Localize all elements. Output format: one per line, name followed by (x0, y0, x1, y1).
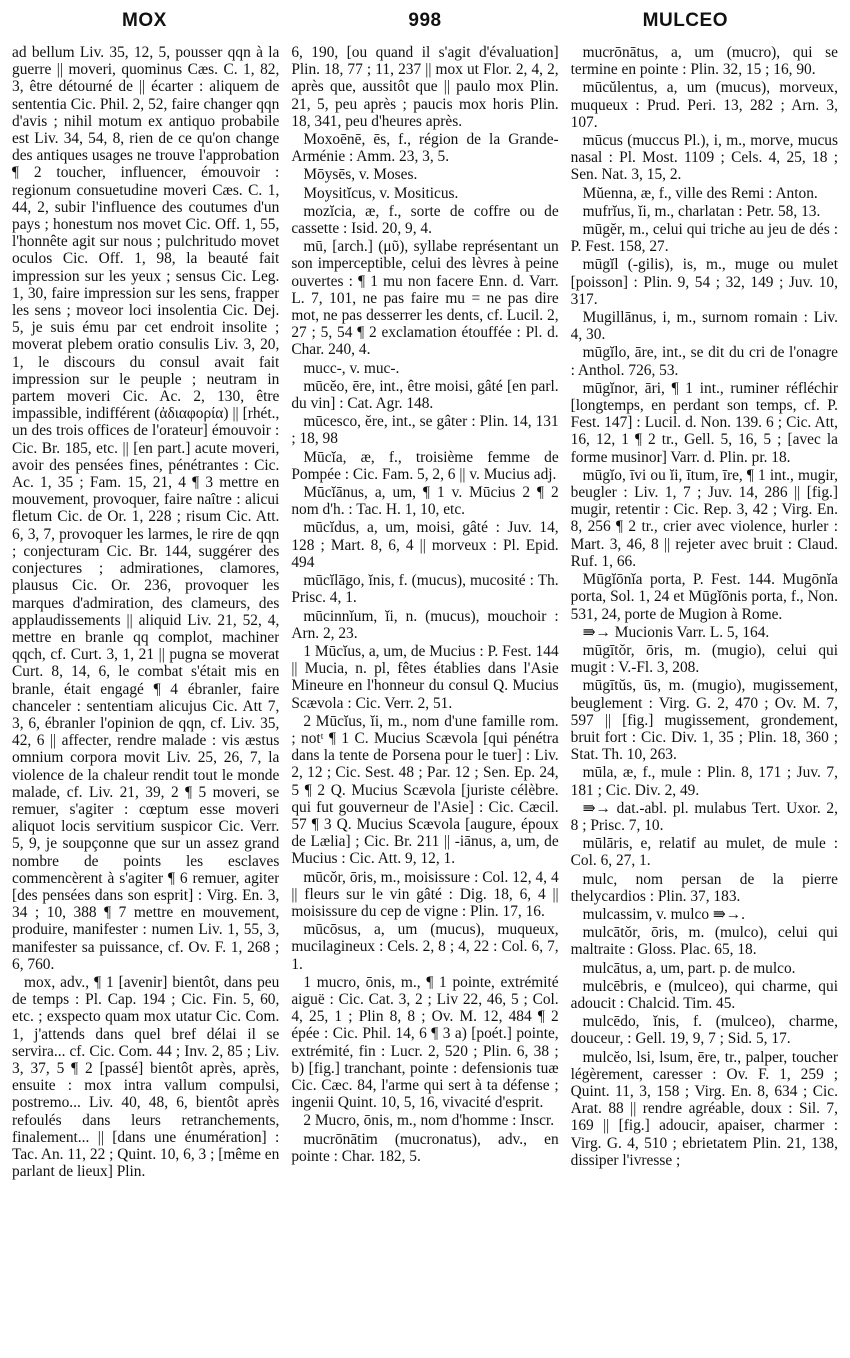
dictionary-entry: mūgĭl (-gilis), is, m., muge ou mulet [poisson] : Plin. 9, 54 ; 32, 149 ; Juv. 10, 317. (570, 256, 838, 308)
dictionary-entry: mulcĕo, lsi, lsum, ēre, tr., palper, toucher légèrement, caresser : Ov. F. 1, 259 ; Quint. 11, 3, 158 ; Virg. En. 8, 634 ; Cic. Arat. 88 || rendre agréable, doux : Sil. 7, 169 || [fig.] adoucir, apaiser, charmer : Virg. G. 4, 510 ; ebrietatem Plin. 21, 138, dissiper l'ivresse ; (570, 1048, 838, 1169)
dictionary-entry: Mūgĭōnĭa porta, P. Fest. 144. Mugōnĭa porta, Sol. 1, 24 et Mūgĭōnis porta, f., Non. 531, 24, porte de Mugion à Rome. (570, 571, 838, 623)
dictionary-entry: mūcŏr, ōris, m., moisissure : Col. 12, 4, 4 || fleurs sur le vin gâté : Dig. 18, 6, 4 || moisissure du cep de vigne : Plin. 17, 16. (291, 868, 559, 920)
header-right-guide-word: MULCEO (642, 10, 728, 31)
dictionary-entry: mūcinnĭum, ĭi, n. (mucus), mouchoir : Arn. 2, 23. (291, 607, 559, 642)
dictionary-entry: Mōysēs, v. Moses. (303, 166, 418, 184)
dictionary-entry: 2 Mūcĭus, ĭi, m., nom d'une famille rom. ; notᵗ ¶ 1 C. Mucius Scævola [qui pénétra dans la tente de Porsena pour le tuer] : Liv. 2, 12 ; Cic. Sest. 48 ; Par. 12 ; Sen. Ep. 24, 5 ¶ 2 Q. Mucius Scævola [juriste célèbre. qui fut gouverneur de l'Asie] : Cic. Cæcil. 57 ¶ 3 Q. Mucius Scævola [augure, époux de Lælia] ; Cic. Br. 211 || -iānus, a, um, de Mucius : Cic. Att. 9, 12, 1. (291, 712, 559, 868)
dictionary-entry: mūgĭlo, āre, int., se dit du cri de l'onagre : Anthol. 726, 53. (570, 344, 838, 379)
header-left-guide-word: MOX (122, 10, 167, 31)
dictionary-entry: Mūcĭa, æ, f., troisième femme de Pompée : Cic. Fam. 5, 2, 6 || v. Mucius adj. (291, 448, 559, 483)
dictionary-entry: mucc-, v. muc-. (303, 359, 400, 377)
dictionary-entry: mūcĕo, ēre, int., être moisi, gâté [en parl. du vin] : Cat. Agr. 148. (291, 377, 559, 413)
dictionary-entry: Mūcĭānus, a, um, ¶ 1 v. Mūcius 2 ¶ 2 nom d'h. : Tac. H. 1, 10, etc. (291, 484, 559, 519)
dictionary-entry: mūcĭdus, a, um, moisi, gâté : Juv. 14, 128 ; Mart. 8, 6, 4 || morveux : Pl. Epid. 494 (291, 519, 559, 571)
dictionary-entry: mūla, æ, f., mule : Plin. 8, 171 ; Juv. 7, 181 ; Cic. Div. 2, 49. (570, 764, 838, 799)
page-header (12, 10, 838, 44)
dictionary-entry: 2 Mucro, ōnis, m., nom d'homme : Inscr. (303, 1112, 555, 1130)
column-right (571, 44, 838, 1344)
dictionary-entry: mulcēbris, e (mulceo), qui charme, qui adoucit : Chalcid. Tim. 45. (570, 977, 838, 1012)
dictionary-entry: mūgītŏr, ōris, m. (mugio), celui qui mugit : V.-Fl. 3, 208. (570, 641, 838, 677)
dictionary-entry: mucrōnātus, a, um (mucro), qui se termine en pointe : Plin. 32, 15 ; 16, 90. (570, 44, 838, 79)
dictionary-entry: ⇛→ dat.-abl. pl. mulabus Tert. Uxor. 2, 8 ; Prisc. 7, 10. (570, 799, 838, 834)
columns (12, 44, 838, 1344)
dictionary-entry: mūgītŭs, ūs, m. (mugio), mugissement, beuglement : Virg. G. 2, 470 ; Ov. M. 7, 597 || [fig.] mugissement, grondement, bruit fort : Cic. Div. 1, 35 ; Plin. 18, 360 ; Stat. Th. 10, 263. (570, 677, 838, 764)
dictionary-entry: mufrĭus, ĭi, m., charlatan : Petr. 58, 13. (582, 202, 821, 220)
dictionary-entry: mūgĭnor, āri, ¶ 1 int., ruminer réfléchir [longtemps, en perdant son temps, cf. P. Fest. 147] : Lucil. d. Non. 139. 6 ; Cic. Att, 16, 12, 1 ¶ 2 tr., Gell. 5, 16, 5 ; [avec la forme musinor] Varr. d. Plin. pr. 18. (570, 379, 838, 466)
dictionary-entry: Moysitĭcus, v. Mositicus. (303, 184, 459, 202)
column-left (12, 44, 279, 1344)
dictionary-entry: mūcĭlāgo, ĭnis, f. (mucus), mucosité : Th. Prisc. 4, 1. (291, 572, 559, 607)
dictionary-entry: mūcōsus, a, um (mucus), muqueux, mucilagineux : Cels. 2, 8 ; 4, 22 : Col. 6, 7, 1. (291, 921, 559, 973)
dictionary-entry: mū, [arch.] (μῦ), syllabe représentant un son imperceptible, celui des lèvres à peine ouvertes : ¶ 1 mu non facere Enn. d. Varr. L. 7, 101, ne pas faire mu = ne pas dire mot, ne pas desserrer les dents, cf. Lucil. 2, 27 ; 5, 54 ¶ 2 exclamation étouffée : Pl. d. Char. 240, 4. (291, 238, 559, 359)
dictionary-entry: mūgĭo, īvi ou ĭi, ītum, īre, ¶ 1 int., mugir, beugler : Liv. 1, 7 ; Juv. 14, 286 || [fig.] mugir, retentir : Cic. Rep. 3, 42 ; Virg. En. 8, 256 ¶ 2 tr., crier avec violence, hurler : Mart. 3, 46, 8 || rejeter avec bruit : Claud. Ruf. 1, 66. (570, 466, 838, 570)
dictionary-entry: ad bellum Liv. 35, 12, 5, pousser qqn à la guerre || moveri, quominus Cæs. C. 1, 82, 3, être détourné de || écarter : aliquem de sententia Cic. Phil. 2, 52, faire changer qqn d'avis ; nihil motum ex antiquo probabile est Liv. 34, 54, 8, rien de ce qu'on change des antiques usages ne trouve l'approbation ¶ 2 toucher, influencer, émouvoir : regionum consuetudine moveri Cæs. C. 1, 44, 2, subir l'influence des coutumes d'un pays ; honestum nos movet Cic. Off. 1, 55, l'honnête agit sur nous ; pulchritudo movet oculos Cic. Off. 1, 98, la beauté fait impression sur les yeux ; sensus Cic. Leg. 1, 30, faire impression sur les sens, frapper les sens ; moveor loci insolentia Cic. Dej. 5, je suis ému par cet endroit insolite ; moverat plebem oratio consulis Liv. 3, 20, 1, le discours du consul avait fait impression sur le peuple ; neutram in partem moveri Cic. Ac. 2, 130, être impassible, indifférent (ἀδιαφορία) || [rhét., un des trois offices de l'orateur] émouvoir : Cic. Br. 185, etc. || [en part.] acute moveri, avoir des pensées fines, pénétrantes : Cic. Ac. 1, 35 ; Fam. 15, 21, 4 ¶ 3 mettre en mouvement, provoquer, faire naître : alicui fletum Cic. de Or. 1, 228 ; risum Cic. Att. 6, 3, 7, provoquer les larmes, le rire de qqn ; conjecturam Cic. Br. 144, suggérer des conjectures ; admirationes, clamores, plausus Cic. Or. 236, provoquer les marques d'admiration, des clameurs, des applaudissements || aliquid Liv. 21, 52, 4, mettre en branle qq complot, machiner qqch, cf. Curt. 3, 1, 21 || pugna se moverat Curt. 8, 14, 6, le combat s'était mis en branle, était engagé ¶ 4 ébranler, faire chanceler : sententiam alicujus Cic. Att 7, 3, 6, ébranler l'opinion de qqn, cf. Liv. 35, 42, 6 || affecter, rendre malade : vis æstus omnium corpora movit Liv. 25, 26, 7, la violence de la chaleur rendit tout le monde malade, cf. Liv. 21, 39, 2 ¶ 5 moveri, se remuer, s'agiter : cœptum esse moveri aliquot locis servitium suspicor Cic. Verr. 5, 9, je soupçonne que sur un assez grand nombre de points les esclaves commencèrent à s'agiter ¶ 6 remuer, agiter [des pensées dans son esprit] : Virg. En. 3, 34 ; 10, 388 ¶ 7 mettre en mouvement, produire, manifester : numen Liv. 1, 55, 3, manifester sa puissance, cf. Ov. F. 1, 268 ; 6, 760. (12, 44, 280, 973)
dictionary-entry: 6, 190, [ou quand il s'agit d'évaluation] Plin. 18, 77 ; 11, 237 || mox ut Flor. 2, 4, 2, après que, aussitôt que || paulo mox Plin. 21, 5, peu après ; paucis mox horis Plin. 18, 341, peu d'heures après. (291, 44, 559, 130)
dictionary-entry: mulcātŏr, ōris, m. (mulco), celui qui maltraite : Gloss. Plac. 65, 18. (570, 924, 838, 959)
page-number: 998 (408, 10, 442, 31)
dictionary-entry: mulcātus, a, um, part. p. de mulco. (582, 959, 796, 977)
dictionary-entry: Mŭenna, æ, f., ville des Remi : Anton. (582, 184, 818, 202)
dictionary-entry: mūcŭlentus, a, um (mucus), morveux, muqueux : Prud. Peri. 13, 282 ; Arn. 3, 107. (570, 79, 838, 131)
dictionary-entry: mulcēdo, ĭnis, f. (mulceo), charme, douceur, : Gell. 19, 9, 7 ; Sid. 5, 17. (570, 1013, 838, 1048)
dictionary-entry: mūcus (muccus Pl.), i, m., morve, mucus nasal : Pl. Most. 1109 ; Cels. 4, 25, 18 ; Sen. Nat. 3, 15, 2. (570, 132, 838, 184)
dictionary-entry: Moxoēnē, ēs, f., région de la Grande-Arménie : Amm. 23, 3, 5. (291, 131, 559, 166)
dictionary-entry: mozĭcia, æ, f., sorte de coffre ou de cassette : Isid. 20, 9, 4. (291, 202, 559, 238)
dictionary-entry: mulc, nom persan de la pierre thelycardios : Plin. 37, 183. (570, 870, 838, 905)
dictionary-entry: 1 Mūcĭus, a, um, de Mucius : P. Fest. 144 || Mucia, n. pl, fêtes établies dans l'Asie Mineure en l'honneur du consul Q. Mucius Scævola : Cic. Verr. 2, 51. (291, 642, 559, 712)
dictionary-entry: mucrōnātim (mucronatus), adv., en pointe : Char. 182, 5. (291, 1130, 559, 1165)
dictionary-entry: mūgĕr, m., celui qui triche au jeu de dés : P. Fest. 158, 27. (570, 221, 838, 256)
dictionary-entry: ⇛→ Mucionis Varr. L. 5, 164. (582, 623, 770, 641)
dictionary-entry: mūlāris, e, relatif au mulet, de mule : Col. 6, 27, 1. (570, 835, 838, 870)
dictionary-entry: mūcesco, ĕre, int., se gâter : Plin. 14, 131 ; 18, 98 (291, 413, 559, 448)
dictionary-entry: 1 mucro, ōnis, m., ¶ 1 pointe, extrémité aiguë : Cic. Cat. 3, 2 ; Liv 22, 46, 5 ; Col. 4, 25, 1 ; Plin 8, 8 ; Ov. M. 12, 484 ¶ 2 épée : Cic. Phil. 14, 6 ¶ 3 a) [poét.] pointe, extrémité, fin : Lucr. 2, 520 ; Plin. 6, 38 ; b) [fig.] tranchant, pointe : defensionis tuæ Cic. Cæc. 84, l'arme qui sert à ta défense ; ingenii Quint. 10, 5, 16, vivacité d'esprit. (291, 973, 559, 1112)
dictionary-entry: Mugillānus, i, m., surnom romain : Liv. 4, 30. (570, 309, 838, 344)
dictionary-entry: mulcassim, v. mulco ⇛→. (582, 905, 746, 923)
dictionary-entry: mox, adv., ¶ 1 [avenir] bientôt, dans peu de temps : Pl. Cap. 194 ; Cic. Fin. 5, 60, etc. ; exspecto quam mox utatur Cic. Com. 1, j'attends dans quel bref délai il se servira... cf. Cic. Com. 44 ; Inv. 2, 85 ; Liv. 3, 37, 5 ¶ 2 [passé] bientôt après, après, ensuite : mox intra vallum compulsi, postremo... Liv. 40, 48, 6, bientôt après refoulés dans leurs retranchements, finalement... || [dans une énumération] : Tac. An. 11, 22 ; Quint. 10, 6, 3 ; [même en parlant de lieux] Plin. (12, 973, 280, 1181)
column-middle (291, 44, 558, 1344)
